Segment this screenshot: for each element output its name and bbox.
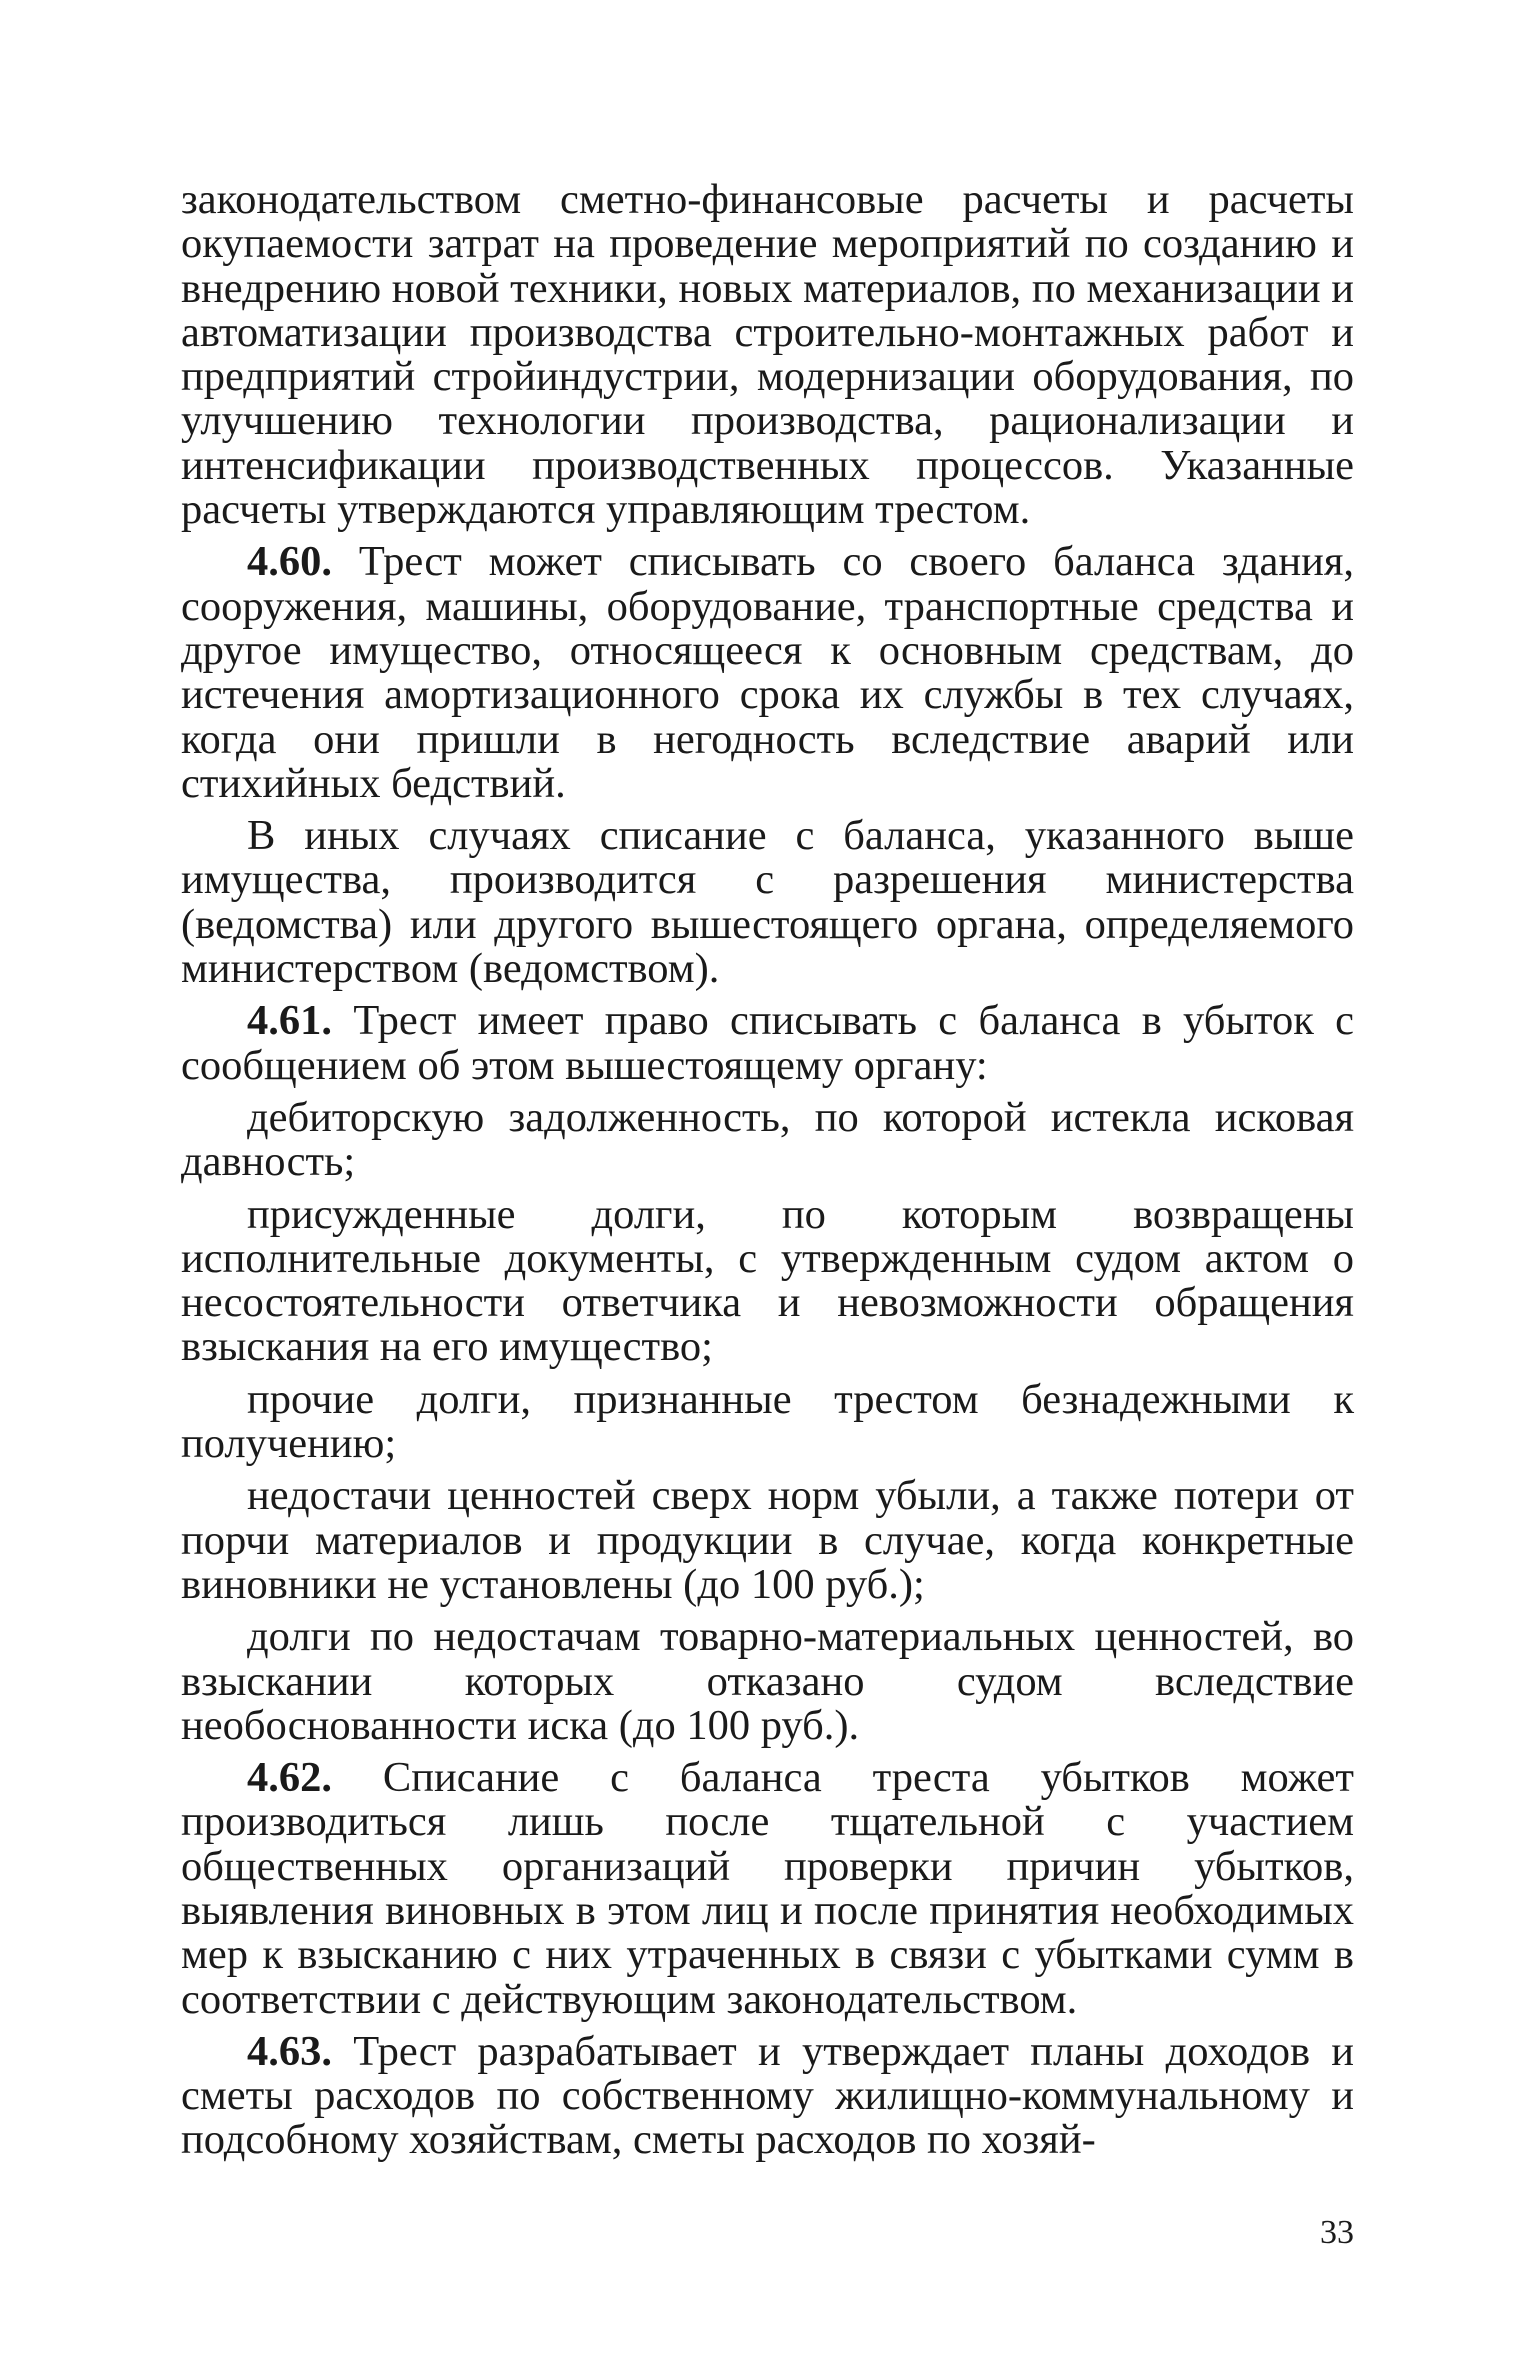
clause-4-62: [181, 1756, 1354, 2022]
paragraph-text: прочие долги, признанные трестом безнадежными к получению;: [181, 1375, 1354, 1468]
paragraph-text: Списание с баланса треста убытков может производиться лишь после тщательной с участием общественных организаций проверки причин убытков, выявления виновных в этом лиц и после принятия необходимых мер к взысканию с них утраченных в связи с убытками сумм в соответствии с действующим законодательством.: [181, 1754, 1354, 2023]
paragraph-text: Трест может списывать со своего баланса здания, сооружения, машины, оборудование, транспортные средства и другое имущество, относящееся к основным средствам, до истечения амортизационного срока их службы в тех случаях, когда они пришли в негодность вследствие аварий или стихийных бедствий.: [181, 538, 1355, 807]
paragraph-text: присужденные долги, по которым возвращены исполнительные документы, с утвержденным судом актом о несостоятельности ответчика и невозможности обращения взыскания на его имущество;: [181, 1190, 1354, 1371]
page-body-text: [181, 178, 1354, 2163]
paragraph-text: законодательством сметно-финансовые расчеты и расчеты окупаемости затрат на проведение мероприятий по созданию и внедрению новой техники, новых материалов, по механизации и автоматизации производства строительно-монтажных работ и предприятий стройиндустрии, модернизации оборудования, по улучшению технологии производства, рационализации и интенсификации производственных процессов. Указанные расчеты утверждаются управляющим трестом.: [181, 176, 1354, 534]
paragraph-text: долги по недостачам товарно-материальных ценностей, во взыскании которых отказано судом вследствие необоснованности иска (до 100 руб.).: [181, 1613, 1354, 1749]
clause-number: 4.60.: [247, 538, 332, 586]
paragraph-text: Трест разрабатывает и утверждает планы доходов и сметы расходов по собственному жилищно-коммунальному и подсобному хозяйствам, сметы расходов по хозяй-: [181, 2027, 1354, 2164]
clause-4-60: [181, 540, 1354, 806]
clause-4-61: [181, 999, 1354, 1088]
clause-number: 4.62.: [247, 1754, 332, 1802]
paragraph-text: дебиторскую задолженность, по которой истекла исковая давность;: [181, 1093, 1354, 1186]
paragraph-continued: [181, 178, 1354, 532]
page-number: 33: [1320, 2214, 1354, 2251]
clause-number: 4.63.: [247, 2027, 332, 2075]
paragraph: [181, 814, 1354, 991]
paragraph-text: недостачи ценностей сверх норм убыли, а также потери от порчи материалов и продукции в случае, когда конкретные виновники не установлены (до 100 руб.);: [181, 1472, 1354, 1608]
paragraph-text: Трест имеет право списывать с баланса в убыток с сообщением об этом вышестоящему органу:: [181, 997, 1355, 1089]
list-item: [181, 1474, 1354, 1607]
list-item: [181, 1093, 1354, 1186]
list-item: [181, 1190, 1354, 1371]
clause-number: 4.61.: [247, 997, 332, 1045]
book-page: [181, 178, 1354, 2328]
list-item: [181, 1375, 1354, 1468]
list-item: [181, 1615, 1354, 1748]
clause-4-63: [181, 2027, 1354, 2164]
paragraph-text: В иных случаях списание с баланса, указанного выше имущества, производится с разрешения министерства (ведомства) или другого вышестоящего органа, определяемого министерством (ведомством).: [181, 812, 1354, 993]
